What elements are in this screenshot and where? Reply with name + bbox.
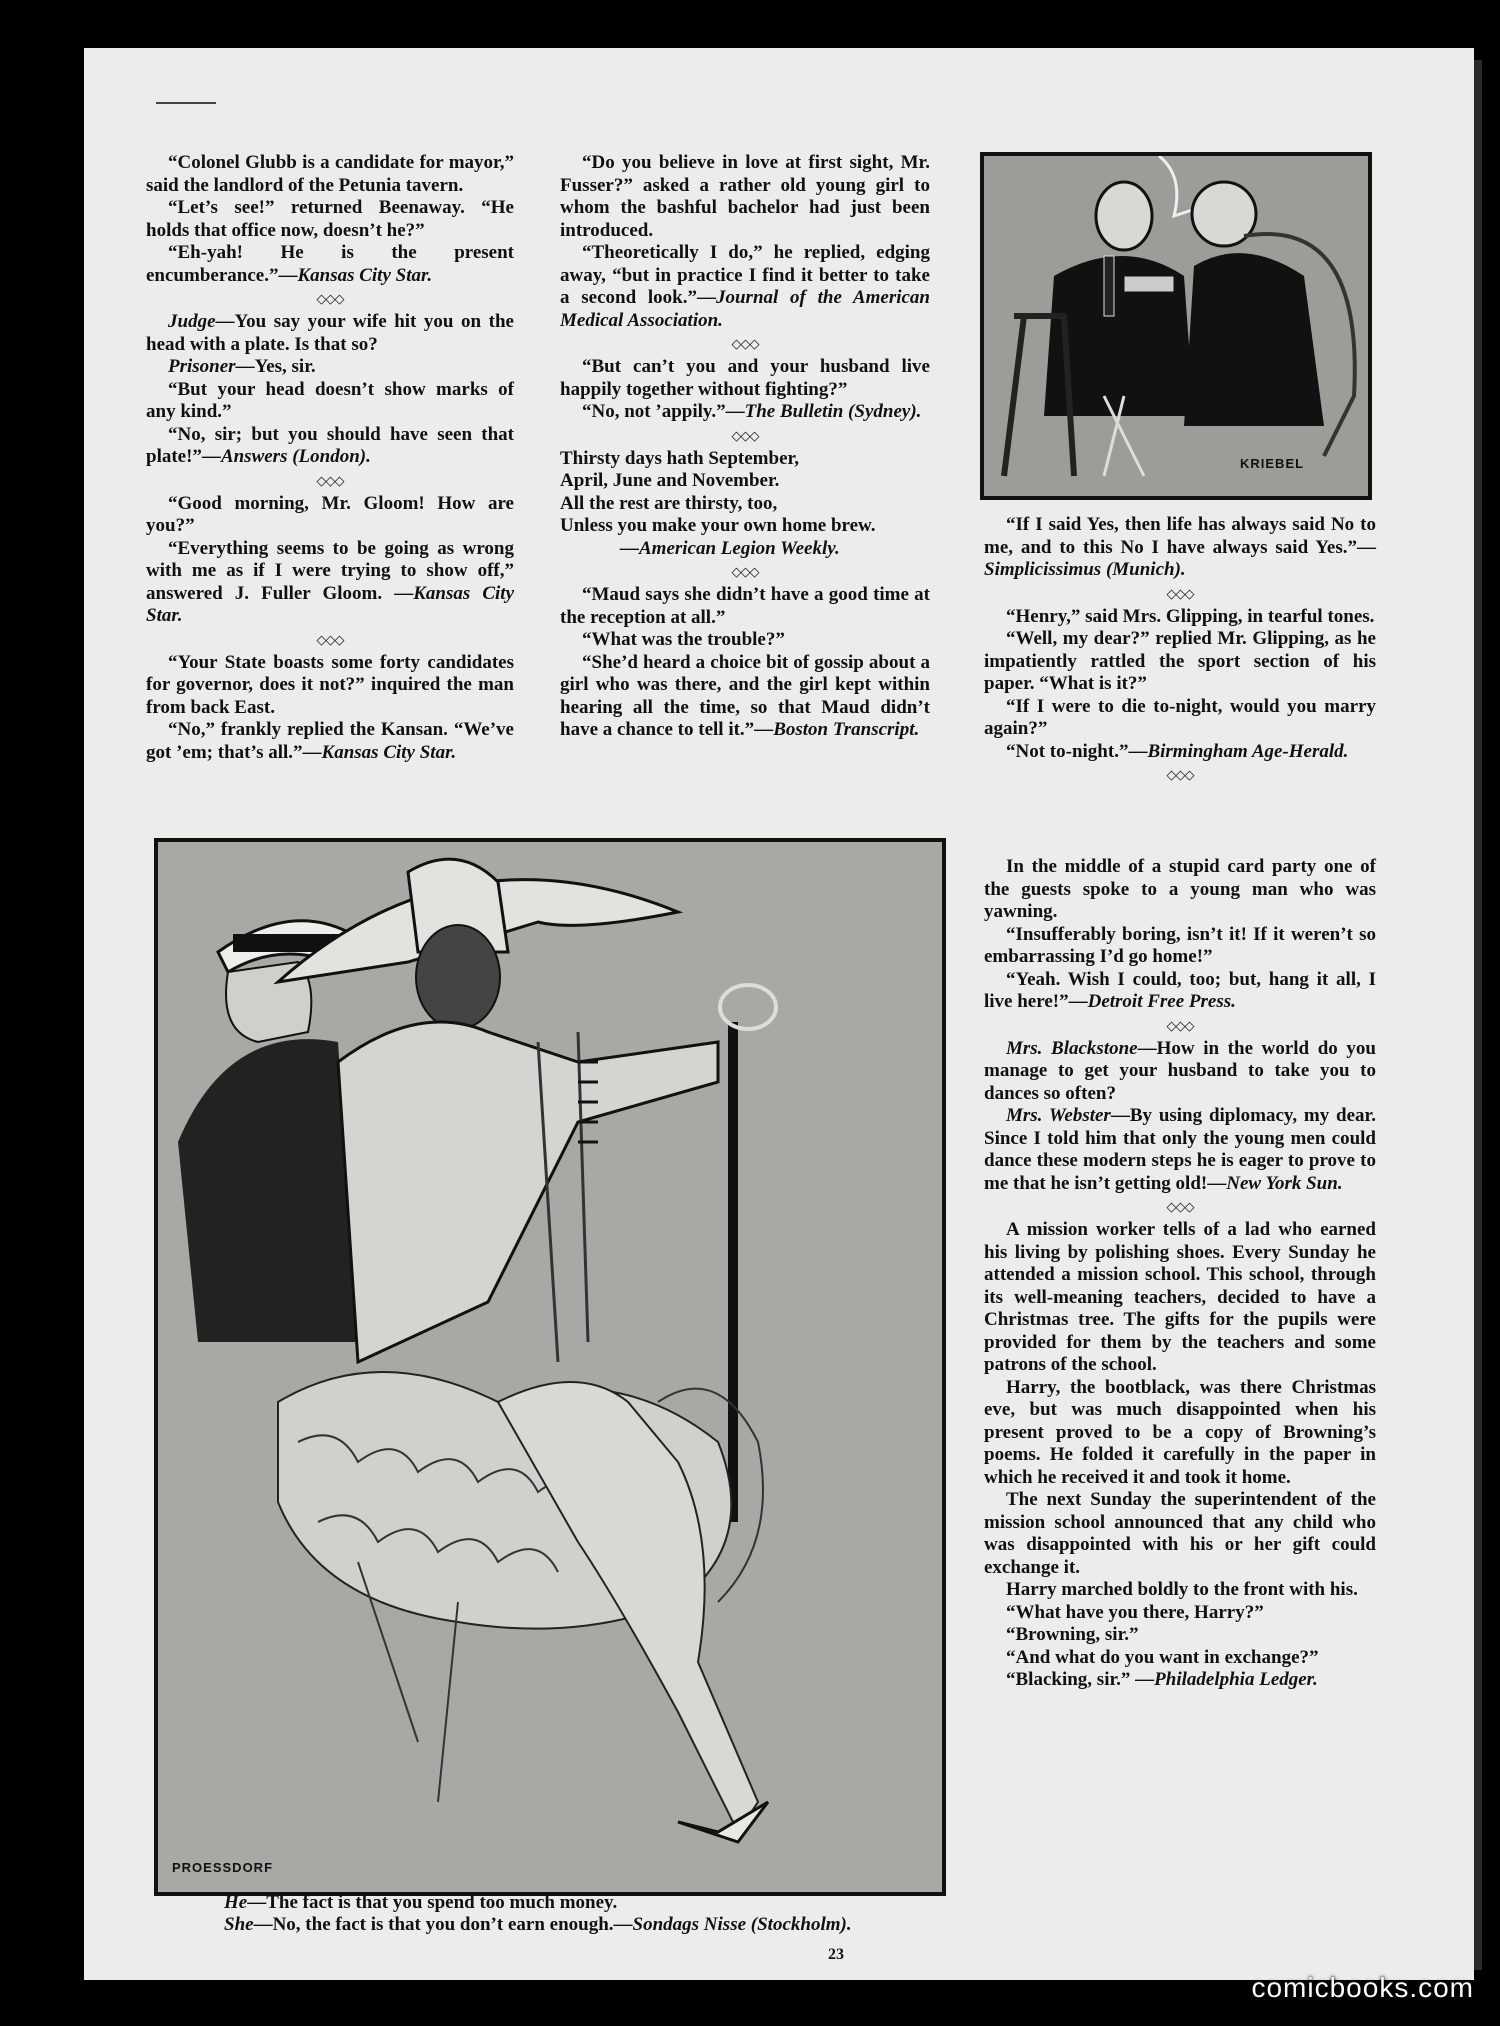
magazine-page: [84, 48, 1474, 1980]
joke-paragraph: “Insufferably boring, isn’t it! If it weren’t so embarrassing I’d go home!”: [984, 923, 1376, 967]
joke-paragraph: The next Sunday the superintendent of the mission school announced that any child who was disappointed with his or her gift could exchange it.: [984, 1489, 1376, 1578]
ornament-divider: ◇◇◇: [1166, 585, 1194, 601]
ornament-divider: ◇◇◇: [316, 631, 344, 647]
verse-line: All the rest are thirsty, too,: [560, 492, 778, 514]
verse-line: April, June and November.: [560, 470, 780, 491]
joke-paragraph: Judge—You say your wife hit you on the head with a plate. Is that so?: [146, 311, 514, 355]
cartoon-caption: [202, 1892, 938, 1936]
joke-paragraph: “Your State boasts some forty candidates for governor, does it not?” inquired the man from back East.: [146, 651, 514, 718]
cartoon-two-men-seated: [980, 152, 1372, 500]
joke-paragraph: “Blacking, sir.” —Philadelphia Ledger.: [1006, 1669, 1318, 1690]
source-credit: Philadelphia Ledger.: [1154, 1669, 1318, 1690]
caption-line: She—No, the fact is that you don’t earn enough.—Sondags Nisse (Stockholm).: [224, 1914, 852, 1935]
joke-paragraph: “Colonel Glubb is a candidate for mayor,” said the landlord of the Petunia tavern.: [146, 152, 514, 196]
speaker: Judge: [168, 311, 216, 332]
cartoon-couple-with-parasol: [154, 838, 946, 1896]
speaker: Mrs. Blackstone: [1006, 1037, 1138, 1059]
joke-paragraph: “Everything seems to be going as wrong with me as if I were trying to show off,” answered J. Fuller Gloom. —Kansas City Star.: [146, 537, 515, 626]
source-credit: Kansas City Star.: [321, 741, 457, 763]
speaker: He: [224, 1892, 248, 1913]
source-credit: Journal of the American Medical Association.: [560, 287, 930, 331]
joke-paragraph: “Do you believe in love at first sight, Mr. Fusser?” asked a rather old young girl to whom the bashful bachelor had just been introduced.: [560, 152, 930, 241]
joke-paragraph: “And what do you want in exchange?”: [1006, 1646, 1319, 1668]
speaker: Mrs. Webster: [1006, 1105, 1111, 1126]
source-credit: New York Sun.: [1226, 1172, 1343, 1194]
ornament-divider: ◇◇◇: [316, 472, 344, 488]
verse-line: Thirsty days hath September,: [560, 447, 799, 469]
caption-line: He—The fact is that you spend too much money.: [224, 1892, 618, 1913]
cartoon-drawing: [984, 156, 1368, 496]
joke-paragraph: “What was the trouble?”: [582, 629, 785, 650]
joke-paragraph: “Not to-night.”—Birmingham Age-Herald.: [1006, 740, 1349, 762]
source-credit: Birmingham Age-Herald.: [1147, 740, 1349, 762]
joke-paragraph: “But your head doesn’t show marks of any kind.”: [146, 378, 514, 422]
speaker: Prisoner: [168, 356, 236, 377]
column-2: [560, 152, 930, 742]
ornament-divider: ◇◇◇: [316, 291, 344, 306]
column-3-upper: [984, 514, 1376, 787]
joke-paragraph: Harry, the bootblack, was there Christmas eve, but was much disappointed when his present proved to be a copy of Browning’s poems. He folded it carefully in the paper in which he received it and took it home.: [984, 1376, 1376, 1488]
joke-paragraph: “No, not ’appily.”—The Bulletin (Sydney).: [582, 401, 922, 422]
joke-paragraph: Harry marched boldly to the front with his.: [1006, 1579, 1358, 1600]
joke-paragraph: “But can’t you and your husband live happily together without fighting?”: [560, 356, 930, 400]
source-credit: The Bulletin (Sydney).: [744, 401, 922, 422]
joke-paragraph: “Theoretically I do,” he replied, edging away, “but in practice I find it better to take a second look.”—Journal of the American Medical Association.: [560, 242, 930, 331]
site-watermark: comicbooks.com: [1251, 1972, 1474, 2003]
page-edge: [1474, 60, 1482, 1970]
joke-paragraph: Prisoner—Yes, sir.: [168, 356, 316, 377]
joke-paragraph: “Yeah. Wish I could, too; but, hang it all, I live here!”—Detroit Free Press.: [984, 968, 1376, 1012]
source-credit: Detroit Free Press.: [1087, 991, 1236, 1012]
source-credit: Answers (London).: [220, 446, 371, 467]
joke-paragraph: “No, sir; but you should have seen that plate!”—Answers (London).: [146, 423, 514, 467]
joke-paragraph: “Good morning, Mr. Gloom! How are you?”: [146, 492, 514, 536]
joke-paragraph: “She’d heard a choice bit of gossip about a girl who was there, and the girl kept within hearing all the time, so that Maud didn’t have a chance to tell it.”—Boston Transcript.: [560, 651, 930, 740]
ornament-divider: ◇◇◇: [1166, 767, 1194, 782]
page-number: 23: [828, 1946, 844, 1963]
ornament-divider: ◇◇◇: [731, 336, 759, 351]
top-rule: [156, 102, 216, 104]
joke-paragraph: “Browning, sir.”: [1006, 1624, 1139, 1645]
joke-paragraph: “If I were to die to-night, would you marry again?”: [984, 695, 1376, 739]
joke-paragraph: “No,” frankly replied the Kansan. “We’ve got ’em; that’s all.”—Kansas City Star.: [146, 719, 514, 763]
artist-signature: KRIEBEL: [1240, 456, 1305, 471]
ornament-divider: ◇◇◇: [731, 564, 759, 579]
ornament-divider: ◇◇◇: [731, 427, 759, 443]
verse-line: Unless you make your own home brew.: [560, 515, 876, 536]
source-credit: Simplicissimus (Munich).: [984, 559, 1186, 580]
joke-paragraph: In the middle of a stupid card party one of the guests spoke to a young man who was yawning.: [984, 856, 1376, 922]
joke-paragraph: “What have you there, Harry?”: [1006, 1601, 1264, 1623]
source-credit: Kansas City Star.: [297, 264, 433, 286]
joke-paragraph: “If I said Yes, then life has always said No to me, and to this No I have always said Yes.”—Simplicissimus (Munich).: [984, 514, 1376, 580]
cartoon-drawing: [158, 842, 942, 1892]
ornament-divider: ◇◇◇: [1166, 1199, 1194, 1214]
column-3-lower: [984, 856, 1376, 1692]
joke-paragraph: “Henry,” said Mrs. Glipping, in tearful tones.: [1006, 605, 1375, 627]
source-credit: Sondags Nisse (Stockholm).: [632, 1914, 852, 1935]
joke-paragraph: Mrs. Webster—By using diplomacy, my dear. Since I told him that only the young men could dance these modern steps he is eager to prove to me that he isn’t getting old!—New York Sun.: [984, 1105, 1376, 1194]
joke-paragraph: Mrs. Blackstone—How in the world do you manage to get your husband to take you to dances so often?: [984, 1037, 1376, 1104]
joke-paragraph: A mission worker tells of a lad who earned his living by polishing shoes. Every Sunday he attended a mission school. This school, through its well-meaning teachers, decided to have a Christmas tree. The gifts for the pupils were provided for them by the teachers and some patrons of the school.: [984, 1219, 1376, 1375]
joke-paragraph: “Let’s see!” returned Beenaway. “He holds that office now, doesn’t he?”: [146, 197, 514, 241]
joke-paragraph: “Maud says she didn’t have a good time at the reception at all.”: [560, 584, 930, 628]
joke-paragraph: “Eh-yah! He is the present encumberance.”—Kansas City Star.: [146, 242, 514, 286]
speaker: She: [224, 1914, 254, 1935]
column-1: [146, 152, 514, 764]
source-credit: Boston Transcript.: [773, 719, 920, 740]
source-credit: —American Legion Weekly.: [620, 537, 840, 559]
ornament-divider: ◇◇◇: [1166, 1017, 1194, 1033]
source-credit: Kansas City Star.: [146, 582, 515, 626]
artist-signature: PROESSDORF: [172, 1860, 274, 1875]
joke-paragraph: “Well, my dear?” replied Mr. Glipping, as he impatiently rattled the sport section of his paper. “What is it?”: [984, 628, 1376, 694]
